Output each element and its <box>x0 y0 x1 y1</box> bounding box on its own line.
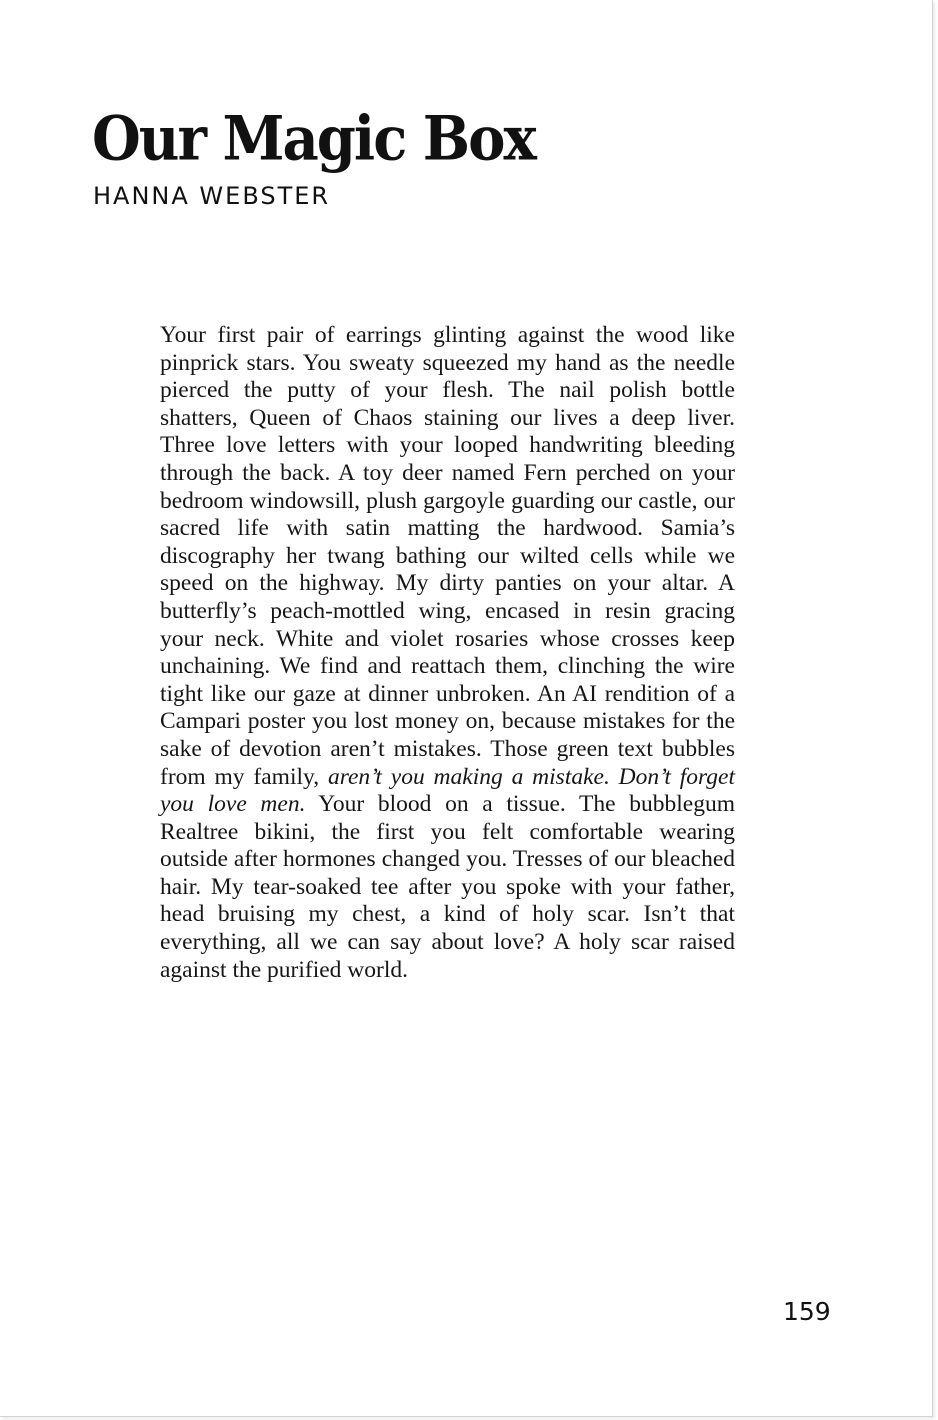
poem-text-part-1: Your first pair of earrings glinting against the wood like pinprick stars. You sweaty squeezed my hand as the needle pierced the putty of your flesh. The nail polish bottle shatters, Queen of Chaos staining our lives a deep liver. Three love letters with your looped handwriting bleeding through the back. A toy deer named Fern perched on your bedroom windowsill, plush gargoyle guarding our castle, our sacred life with satin matting the hardwood. Samia’s discography her twang bathing our wilted cells while we speed on the highway. My dirty panties on your altar. A butterfly’s peach-mottled wing, encased in resin gracing your neck. White and violet rosaries whose crosses keep unchaining. We find and reattach them, clinching the wire tight like our gaze at dinner unbroken. An AI rendition of a Campari poster you lost money on, because mistakes for the sake of devotion aren’t mistakes. Those green text bubbles from my family, <box>160 322 735 790</box>
author-name: HANNA WEBSTER <box>93 182 331 210</box>
page-number: 159 <box>783 1297 831 1326</box>
poem-body <box>160 322 735 984</box>
poem-italic-text: aren’t you making a mistake. Don’t forget you love men. <box>160 763 736 818</box>
poem-text-part-2: Your blood on a tissue. The bubblegum Realtree bikini, the first you felt comfortable wearing outside after hormones changed you. Tresses of our bleached hair. My tear-soaked tee after you spoke with your father, head bruising my chest, a kind of holy scar. Isn’t that everything, all we can say about love? A holy scar raised against the purified world. <box>160 791 735 983</box>
poem-title: Our Magic Box <box>92 103 535 175</box>
